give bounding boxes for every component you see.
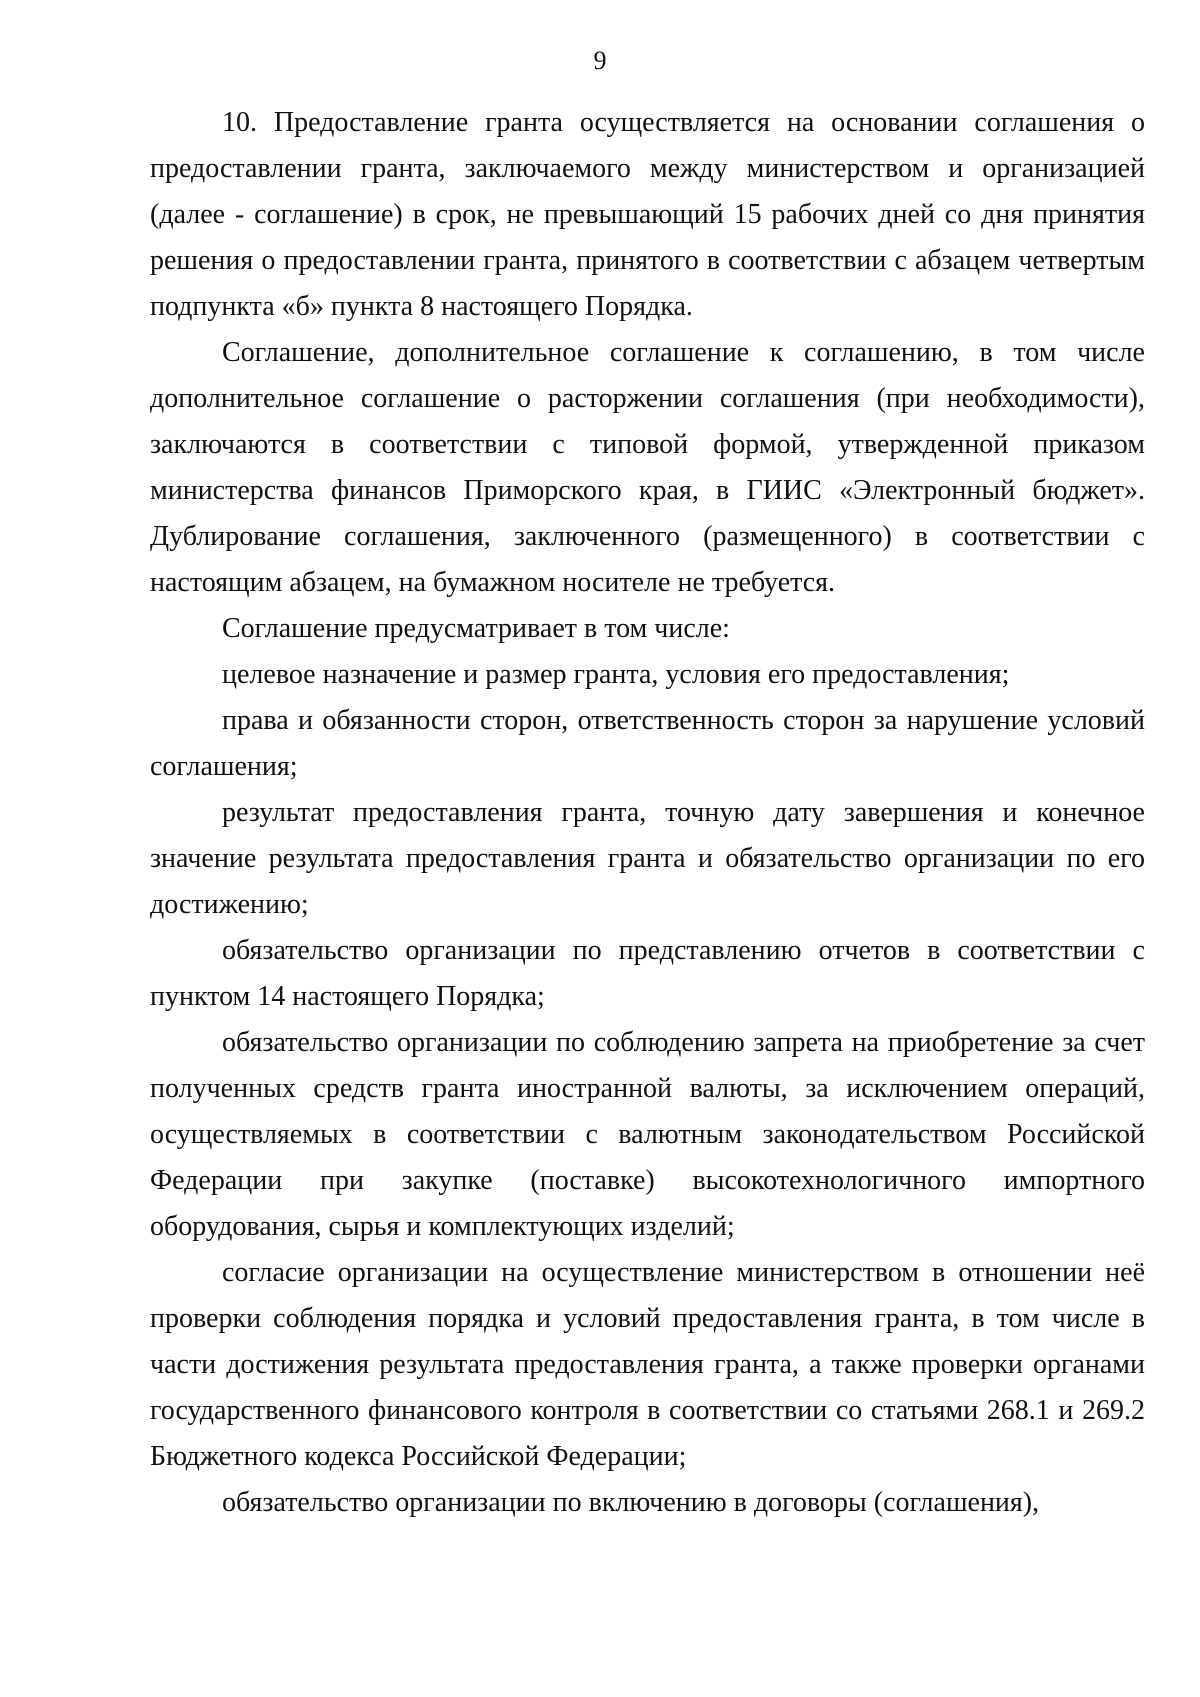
paragraph-agreement-form: Соглашение, дополнительное соглашение к соглашению, в том числе дополнительное соглашение о расторжении соглашения (при необходимости), заключаются в соответствии с типовой формой, утвержденной приказом министерства финансов Приморского края, в ГИИС «Электронный бюджет». Дублирование соглашения, заключенного (размещенного) в соответствии с настоящим абзацем, на бумажном носителе не требуется.: [150, 337, 1145, 598]
paragraph-grant-agreement-basis: 10. Предоставление гранта осуществляется на основании соглашения о предоставлении гранта, заключаемого между министерством и организацией (далее - соглашение) в срок, не превышающий 15 рабочих дней со дня принятия решения о предоставлении гранта, принятого в соответствии с абзацем четвертым подпункта «б» пункта 8 настоящего Порядка.: [150, 107, 1145, 322]
list-item-contract-inclusion: обязательство организации по включению в договоры (соглашения),: [222, 1487, 1040, 1518]
list-item-purpose-and-amount: целевое назначение и размер гранта, условия его предоставления;: [222, 659, 1010, 690]
list-item-grant-result: результат предоставления гранта, точную дату завершения и конечное значение результата предоставления гранта и обязательство организации по его достижению;: [150, 797, 1145, 920]
list-item-inspection-consent: согласие организации на осуществление министерством в отношении неё проверки соблюдения порядка и условий предоставления гранта, в том числе в части достижения результата предоставления гранта, а также проверки органами государственного финансового контроля в соответствии со статьями 268.1 и 269.2 Бюджетного кодекса Российской Федерации;: [150, 1257, 1145, 1472]
document-body: [150, 100, 1145, 1526]
page-number: 9: [593, 46, 607, 75]
list-item-reporting-obligation: обязательство организации по представлению отчетов в соответствии с пунктом 14 настоящего Порядка;: [150, 935, 1145, 1012]
paragraph-agreement-provides: Соглашение предусматривает в том числе:: [222, 613, 730, 644]
list-item-currency-ban: обязательство организации по соблюдению запрета на приобретение за счет полученных средств гранта иностранной валюты, за исключением операций, осуществляемых в соответствии с валютным законодательством Российской Федерации при закупке (поставке) высокотехнологичного импортного оборудования, сырья и комплектующих изделий;: [150, 1027, 1145, 1242]
list-item-rights-and-obligations: права и обязанности сторон, ответственность сторон за нарушение условий соглашения;: [150, 705, 1145, 782]
